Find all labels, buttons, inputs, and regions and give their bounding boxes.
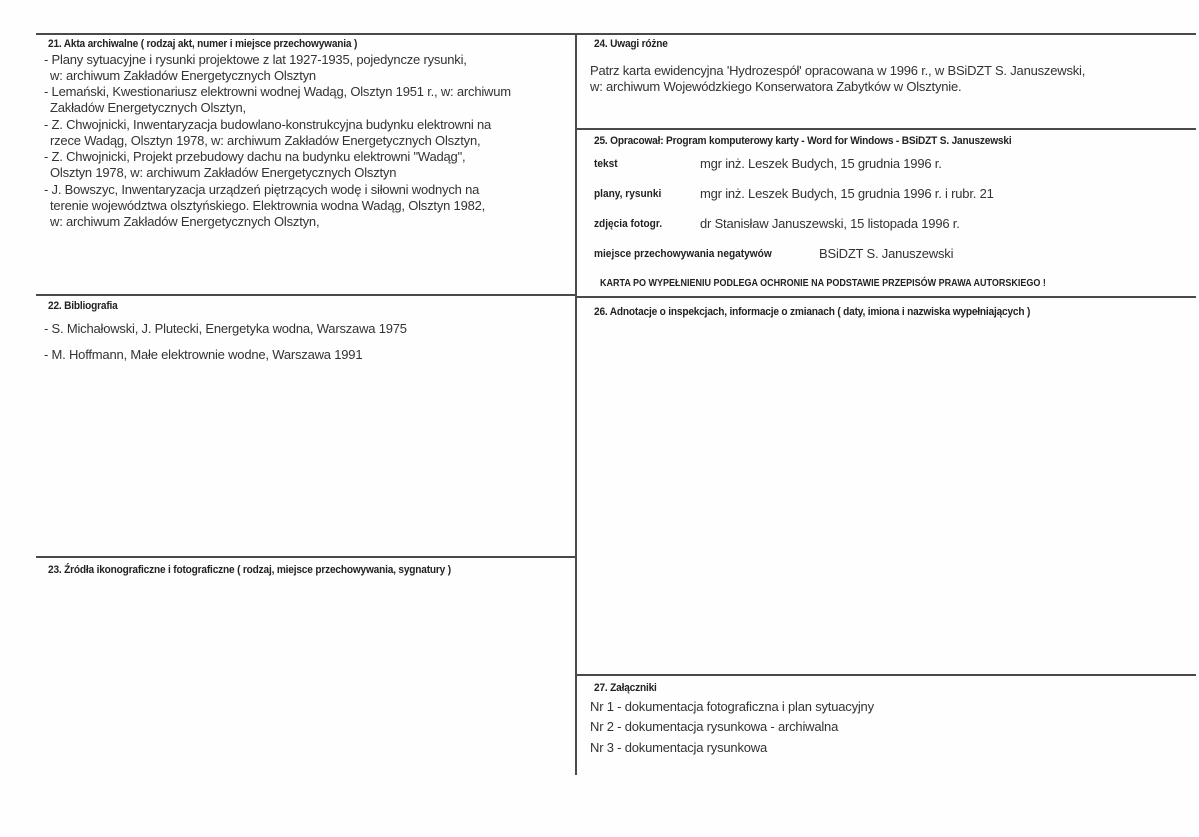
divider-26-27 (577, 674, 1196, 676)
s22-line: - S. Michałowski, J. Plutecki, Energetyka wodna, Warszawa 1975 (44, 321, 407, 336)
s21-line: - Z. Chwojnicki, Inwentaryzacja budowlano-konstrukcyjna budynku elektrowni na (44, 117, 492, 132)
s25-label-negatives: miejsce przechowywania negatywów (594, 248, 772, 260)
section-21-heading: 21. Akta archiwalne ( rodzaj akt, numer i miejsce przechowywania ) (48, 38, 358, 50)
s21-line: w: archiwum Zakładów Energetycznych Olsztyn, (50, 214, 320, 229)
s21-line: w: archiwum Zakładów Energetycznych Olsztyn (50, 68, 316, 83)
s24-line: Patrz karta ewidencyjna 'Hydrozespół' opracowana w 1996 r., w BSiDZT S. Januszewski, (590, 63, 1086, 78)
divider-24-25 (577, 128, 1196, 130)
s25-label-text: tekst (594, 158, 618, 170)
s25-label-photos: zdjęcia fotogr. (594, 218, 663, 230)
section-26-heading: 26. Adnotacje o inspekcjach, informacje o zmianach ( daty, imiona i nazwiska wypełniających ) (594, 306, 1031, 318)
s25-value-negatives: BSiDZT S. Januszewski (819, 246, 954, 261)
s21-line: Zakładów Energetycznych Olsztyn, (50, 100, 246, 115)
s27-line: Nr 2 - dokumentacja rysunkowa - archiwalna (590, 719, 839, 734)
s27-line: Nr 1 - dokumentacja fotograficzna i plan sytuacyjny (590, 699, 874, 714)
divider-25-26 (577, 296, 1196, 298)
s22-line: - M. Hoffmann, Małe elektrownie wodne, Warszawa 1991 (44, 347, 363, 362)
s27-line: Nr 3 - dokumentacja rysunkowa (590, 740, 767, 755)
section-23-heading: 23. Źródła ikonograficzne i fotograficzne ( rodzaj, miejsce przechowywania, sygnatury ) (48, 564, 451, 576)
section-22-heading: 22. Bibliografia (48, 300, 118, 312)
copyright-warning: KARTA PO WYPEŁNIENIU PODLEGA OCHRONIE NA PODSTAWIE PRZEPISÓW PRAWA AUTORSKIEGO ! (600, 278, 1046, 289)
s25-value-text: mgr inż. Leszek Budych, 15 grudnia 1996 r. (700, 156, 942, 171)
s21-line: rzece Wadąg, Olsztyn 1978, w: archiwum Zakładów Energetycznych Olsztyn, (50, 133, 481, 148)
s21-line: - Z. Chwojnicki, Projekt przebudowy dachu na budynku elektrowni "Wadąg", (44, 149, 466, 164)
s24-line: w: archiwum Wojewódzkiego Konserwatora Zabytków w Olsztynie. (590, 79, 962, 94)
s25-value-plans: mgr inż. Leszek Budych, 15 grudnia 1996 r. i rubr. 21 (700, 186, 994, 201)
s21-line: Olsztyn 1978, w: archiwum Zakładów Energetycznych Olsztyn (50, 165, 397, 180)
s21-line: - Lemański, Kwestionariusz elektrowni wodnej Wadąg, Olsztyn 1951 r., w: archiwum (44, 84, 511, 99)
top-border (36, 33, 1196, 35)
section-27-heading: 27. Załączniki (594, 682, 657, 694)
section-25-heading: 25. Opracował: Program komputerowy karty - Word for Windows - BSiDZT S. Januszewski (594, 135, 1012, 147)
s25-label-plans: plany, rysunki (594, 188, 662, 200)
s21-line: - J. Bowszyc, Inwentaryzacja urządzeń piętrzących wodę i siłowni wodnych na (44, 182, 480, 197)
divider-22-23 (36, 556, 575, 558)
section-24-heading: 24. Uwagi różne (594, 38, 668, 50)
s21-line: terenie województwa olsztyńskiego. Elektrownia wodna Wadąg, Olsztyn 1982, (50, 198, 486, 213)
s21-line: - Plany sytuacyjne i rysunki projektowe z lat 1927-1935, pojedyncze rysunki, (44, 52, 467, 67)
s25-value-photos: dr Stanisław Januszewski, 15 listopada 1996 r. (700, 216, 960, 231)
divider-21-22 (36, 294, 575, 296)
center-divider (575, 33, 577, 775)
